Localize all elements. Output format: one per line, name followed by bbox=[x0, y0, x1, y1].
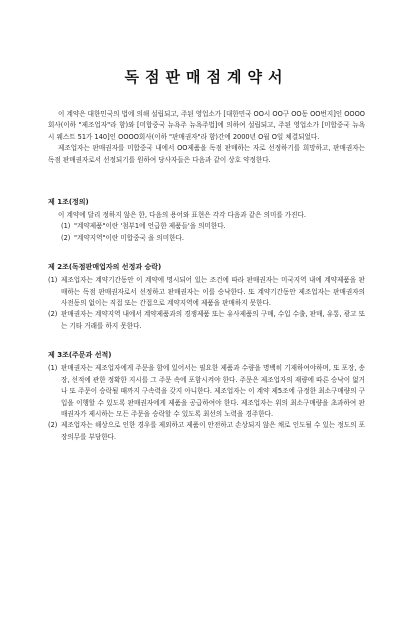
article-3 bbox=[48, 349, 365, 443]
article-heading: 제 3조(주문과 선적) bbox=[48, 351, 112, 360]
item-text: "계약지역"이란 미합중국 을 의미한다. bbox=[74, 233, 184, 242]
item-number: (2) bbox=[61, 233, 71, 242]
preamble-paragraph: 이 계약은 대한민국의 법에 의해 설립되고, 주된 영업소가 [대한민국 OO시 OO구 OO동 OO번지]인 OOOO회사(이하 "제조업자"라 함)와 [미합중국 뉴욕주 뉴욕주법]에 의하여 설립되고, 주된 영업소가 [미합중국 뉴욕시 웨스트 51가 140]인 OOOO회사(이하 "판매권자"라 함)간에 2000년 O월 O일 체결되었다. bbox=[48, 110, 365, 141]
item-text: 제조업자는 계약기간동안 이 계약에 명시되어 있는 조건에 따라 판매권자는 미국지역 내에 계약제품을 판매하는 독점 판매권자로서 선정하고 판매권자는 이를 승낙한다. 또 계약기간동안 제조업자는 판매권자의 사전동의 없이는 직접 또는 간접으로 계약지역에 제품을 판매하지 못한다. bbox=[61, 276, 365, 308]
contract-page bbox=[0, 66, 400, 631]
list-item bbox=[48, 363, 365, 420]
list-item bbox=[61, 221, 365, 232]
definition-list bbox=[48, 221, 365, 244]
list-item bbox=[48, 275, 365, 309]
document-title: 독점판매점계약서 bbox=[124, 68, 289, 86]
item-number: (1) bbox=[48, 364, 58, 373]
preamble-paragraph: 제조업자는 판매권자를 미합중국 내에서 OO제품을 독점 판매하는 자로 선정하기를 희망하고, 판매권자는 독점 판매권자로서 선정되기를 원하여 당사자들은 다음과 같이 상호 약정한다. bbox=[48, 144, 365, 164]
item-number: (2) bbox=[48, 421, 58, 430]
item-number: (1) bbox=[48, 276, 58, 285]
item-text: 판매권자는 계약지역 내에서 계약제품과의 경쟁제품 또는 유사제품의 구매, 수입 수출, 판매, 유통, 광고 또는 기타 거래를 하지 못한다. bbox=[61, 310, 365, 330]
clause-list bbox=[48, 275, 365, 332]
item-number: (1) bbox=[61, 222, 71, 231]
item-text: 제조업자는 해상으로 인한 경우를 제외하고 제품이 안전하고 손상되지 않은 채로 인도될 수 있는 정도의 포장의무를 부담한다. bbox=[61, 421, 365, 441]
item-number: (2) bbox=[48, 310, 58, 319]
article-2 bbox=[48, 261, 365, 332]
preamble bbox=[48, 109, 365, 166]
list-item bbox=[48, 420, 365, 443]
item-text: 판매권자는 제조업자에게 주문을 함에 있어서는 필요한 제품과 수량을 명백히 기재하여야하며, 또 포장, 송장, 선적에 관한 정확한 지시를 그 주문 속에 포함시켜야 한다. 주문은 제조업자의 재량에 따른 승낙이 없거나 또 주문이 승락될 때까지 구속력을 갖지 아니한다. 제조업자는 이 계약 제5조에 규정한 최소구매량의 구입을 이행할 수 있도록 판매권자에게 제품을 공급하여야 한다. 제조업자는 위의 최소구매량을 초과하여 판매권자가 제시하는 모든 주문을 승락할 수 있도록 최선의 노력을 경주한다. bbox=[61, 364, 365, 418]
article-heading: 제 2조(독점판매업자의 선정과 승락) bbox=[48, 263, 162, 272]
article-intro: 이 계약에 달리 정하지 않은 한, 다음의 용어와 표현은 각각 다음과 같은 의미를 가진다. bbox=[58, 211, 307, 220]
article-heading: 제 1조(정의) bbox=[48, 198, 89, 207]
clause-list bbox=[48, 363, 365, 443]
article-1 bbox=[48, 196, 365, 244]
list-item bbox=[61, 233, 365, 244]
item-text: "계약제품"이란 '첨부1에 언급한 제품들'을 의미한다. bbox=[74, 222, 226, 231]
list-item bbox=[48, 309, 365, 332]
